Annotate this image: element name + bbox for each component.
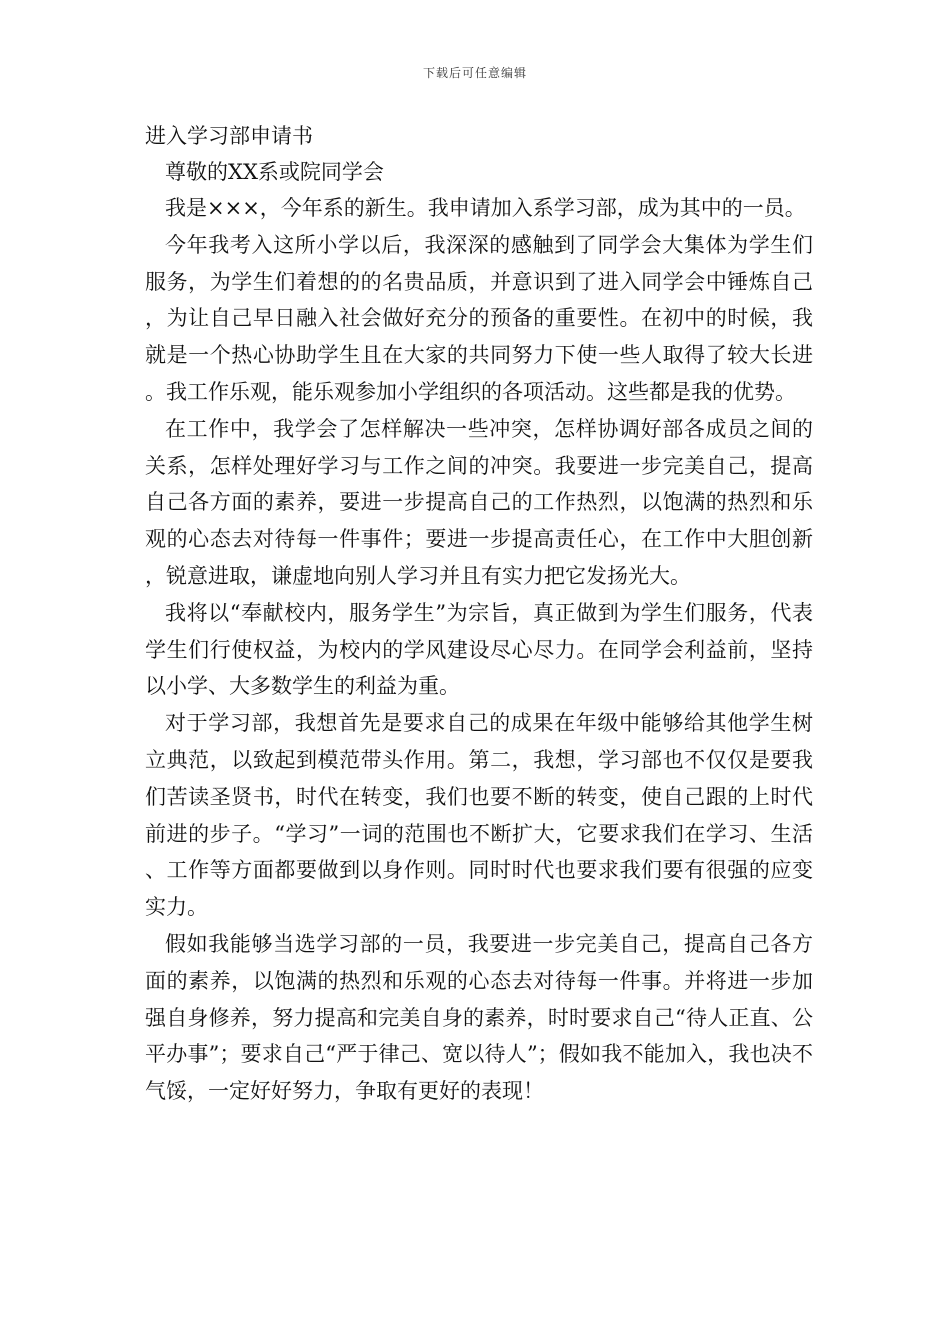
document-title: 进入学习部申请书	[145, 124, 313, 148]
paragraph-closing: 假如我能够当选学习部的一员，我要进一步完美自己，提高自己各方面的素养，以饱满的热烈和乐观的心态去对待每一件事。并将进一步加强自身修养，努力提高和完美自身的素养，时时要求自己“待人正直、公平办事”；要求自己“严于律己、宽以待人”；假如我不能加入，我也决不气馁，一定好好努力，争取有更好的表现！	[145, 931, 813, 1104]
header-note: 下载后可任意编辑	[422, 66, 527, 80]
paragraph-background: 今年我考入这所小学以后，我深深的感触到了同学会大集体为学生们服务，为学生们着想的的名贵品质，并意识到了进入同学会中锤炼自己，为让自己早日融入社会做好充分的预备的重要性。在初中的时候，我就是一个热心协助学生且在大家的共同努力下使一些人取得了较大长进。我工作乐观，能乐观参加小学组织的各项活动。这些都是我的优势。	[145, 232, 813, 404]
paragraph-purpose: 我将以“奉献校内，服务学生”为宗旨，真正做到为学生们服务，代表学生们行使权益，为校内的学风建设尽心尽力。在同学会利益前，坚持以小学、大多数学生的利益为重。	[145, 600, 813, 699]
paragraph-intro: 我是×××，今年系的新生。我申请加入系学习部，成为其中的一员。	[165, 196, 806, 220]
salutation: 尊敬的XX系或院同学会	[165, 160, 384, 184]
paragraph-study-dept: 对于学习部，我想首先是要求自己的成果在年级中能够给其他学生树立典范，以致起到模范带头作用。第二，我想，学习部也不仅仅是要我们苦读圣贤书，时代在转变，我们也要不断的转变，使自己跟的上时代前进的步子。“学习”一词的范围也不断扩大，它要求我们在学习、生活、工作等方面都要做到以身作则。同时时代也要求我们要有很强的应变实力。	[145, 711, 813, 920]
document-body	[145, 118, 813, 1110]
paragraph-work: 在工作中，我学会了怎样解决一些冲突，怎样协调好部各成员之间的关系，怎样处理好学习与工作之间的冲突。我要进一步完美自己，提高自己各方面的素养，要进一步提高自己的工作热烈，以饱满的热烈和乐观的心态去对待每一件事件；要进一步提高责任心，在工作中大胆创新，锐意进取，谦虚地向别人学习并且有实力把它发扬光大。	[145, 416, 813, 588]
